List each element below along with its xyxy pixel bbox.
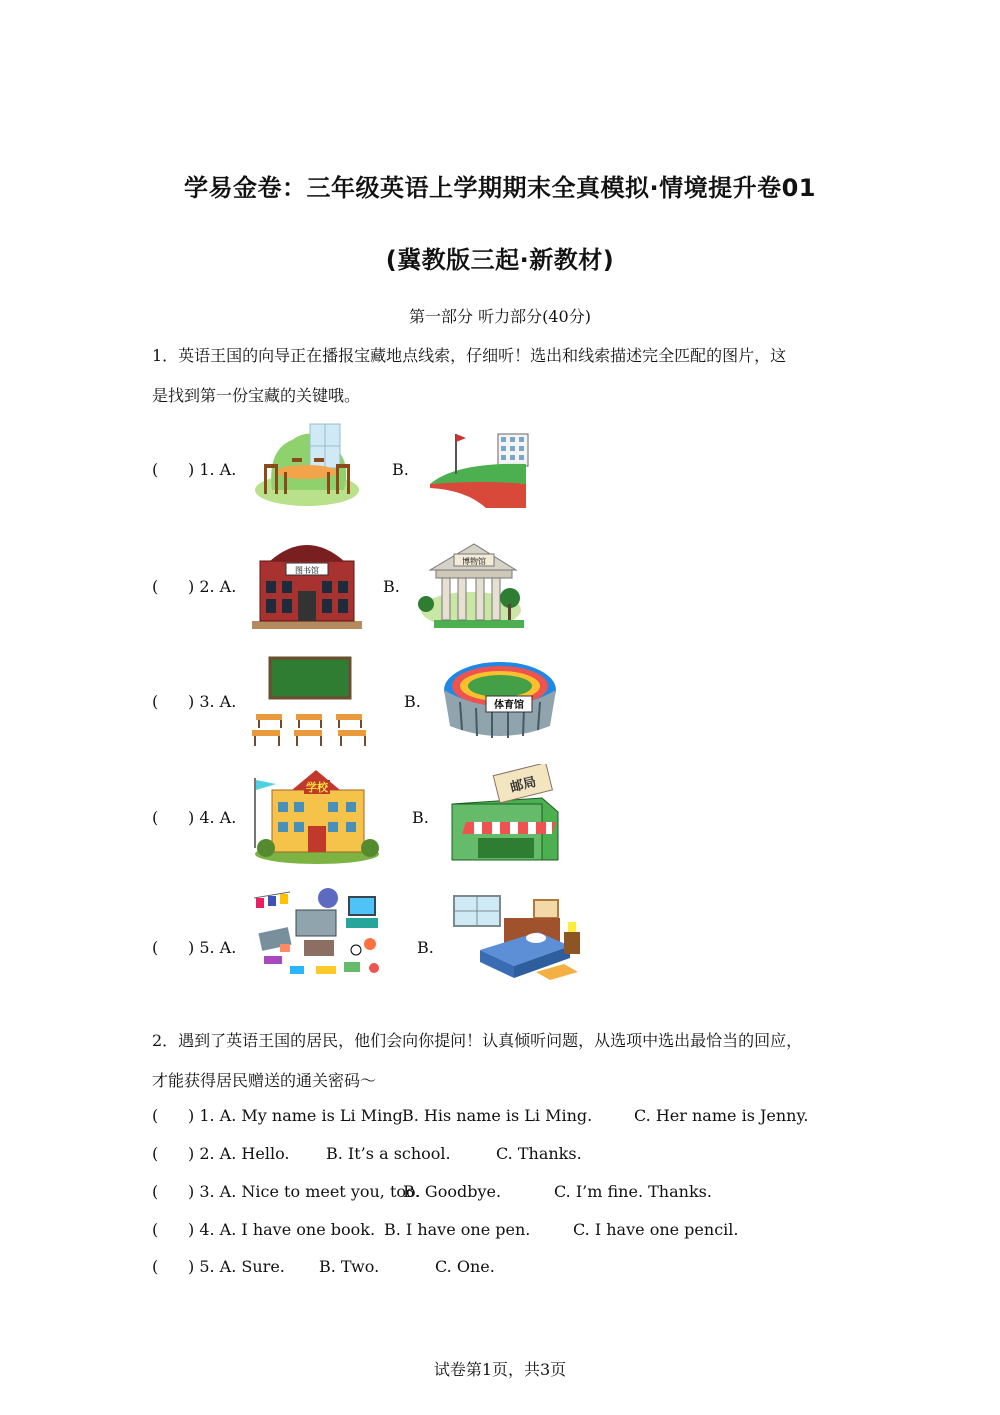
option-b-label: B. bbox=[417, 938, 434, 957]
part2-instruction-line2: 才能获得居民赠送的通关密码～ bbox=[152, 1071, 377, 1090]
question-number: ) 3. A. bbox=[188, 692, 237, 711]
option-b: B. His name is Li Ming. bbox=[402, 1106, 593, 1125]
post-office-sign: 邮局 bbox=[509, 774, 538, 796]
part1-instruction-line1: 1．英语王国的向导正在播报宝藏地点线索，仔细听！选出和线索描述完全匹配的图片，这 bbox=[152, 346, 787, 365]
option-b-label: B. bbox=[392, 460, 409, 479]
question-row bbox=[152, 1106, 852, 1130]
option-c: C. Her name is Jenny. bbox=[634, 1106, 809, 1125]
question-number: ) 5. A. bbox=[188, 938, 237, 957]
question-number: ) 2. A. bbox=[188, 577, 237, 596]
playground-icon[interactable] bbox=[426, 422, 530, 510]
answer-paren[interactable]: ( bbox=[152, 1220, 159, 1239]
option-c: C. One. bbox=[435, 1257, 495, 1276]
option-b-label: B. bbox=[412, 808, 429, 827]
option-c: C. I’m fine. Thanks. bbox=[554, 1182, 712, 1201]
question-number: ) 1. A. bbox=[188, 460, 237, 479]
option-b: B. Goodbye. bbox=[403, 1182, 502, 1201]
option-b-label: B. bbox=[404, 692, 421, 711]
answer-paren[interactable]: ( bbox=[152, 1106, 159, 1125]
option-c: C. I have one pencil. bbox=[573, 1220, 739, 1239]
messy-room-icon[interactable] bbox=[250, 884, 386, 984]
answer-paren[interactable]: ( bbox=[152, 938, 159, 957]
dining-room-icon[interactable] bbox=[252, 420, 362, 510]
option-b: B. I have one pen. bbox=[384, 1220, 531, 1239]
school-icon[interactable] bbox=[252, 768, 382, 864]
museum-sign: 博物馆 bbox=[462, 557, 486, 566]
library-sign: 图书馆 bbox=[295, 566, 319, 575]
page-title: 学易金卷：三年级英语上学期期末全真模拟·情境提升卷01 bbox=[183, 174, 816, 202]
question-row bbox=[152, 1144, 852, 1168]
answer-paren[interactable]: ( bbox=[152, 577, 159, 596]
post-office-icon[interactable] bbox=[448, 764, 562, 864]
answer-paren[interactable]: ( bbox=[152, 808, 159, 827]
stadium-sign: 体育馆 bbox=[494, 700, 524, 711]
answer-paren[interactable]: ( bbox=[152, 1144, 159, 1163]
page-footer: 试卷第1页，共3页 bbox=[433, 1360, 567, 1379]
option-b: B. It’s a school. bbox=[326, 1144, 451, 1163]
bedroom-icon[interactable] bbox=[452, 892, 584, 984]
question-number: ) 4. A. bbox=[188, 808, 237, 827]
answer-paren[interactable]: ( bbox=[152, 1182, 159, 1201]
answer-paren[interactable]: ( bbox=[152, 1257, 159, 1276]
question-number-option-a: ) 3. A. Nice to meet you, too. bbox=[188, 1182, 421, 1201]
library-icon[interactable] bbox=[250, 535, 364, 631]
part2-instruction-line1: 2．遇到了英语王国的居民，他们会向你提问！认真倾听问题，从选项中选出最恰当的回应， bbox=[152, 1031, 803, 1050]
question-number-option-a: ) 5. A. Sure. bbox=[188, 1257, 285, 1276]
classroom-icon[interactable] bbox=[250, 654, 372, 748]
stadium-icon[interactable] bbox=[440, 656, 560, 746]
question-number-option-a: ) 2. A. Hello. bbox=[188, 1144, 290, 1163]
museum-icon[interactable] bbox=[416, 540, 526, 632]
option-b-label: B. bbox=[383, 577, 400, 596]
answer-paren[interactable]: ( bbox=[152, 692, 159, 711]
section-title: 第一部分 听力部分(40分) bbox=[409, 307, 591, 326]
option-c: C. Thanks. bbox=[496, 1144, 582, 1163]
part1-instruction-line2: 是找到第一份宝藏的关键哦。 bbox=[152, 386, 361, 405]
question-row bbox=[152, 1257, 852, 1281]
question-row bbox=[152, 1220, 852, 1244]
school-sign: 学校 bbox=[306, 781, 328, 794]
page-subtitle: (冀教版三起·新教材) bbox=[385, 246, 615, 274]
answer-paren[interactable]: ( bbox=[152, 460, 159, 479]
question-row bbox=[152, 1182, 852, 1206]
option-b: B. Two. bbox=[319, 1257, 380, 1276]
question-number-option-a: ) 1. A. My name is Li Ming. bbox=[188, 1106, 408, 1125]
question-number-option-a: ) 4. A. I have one book. bbox=[188, 1220, 376, 1239]
